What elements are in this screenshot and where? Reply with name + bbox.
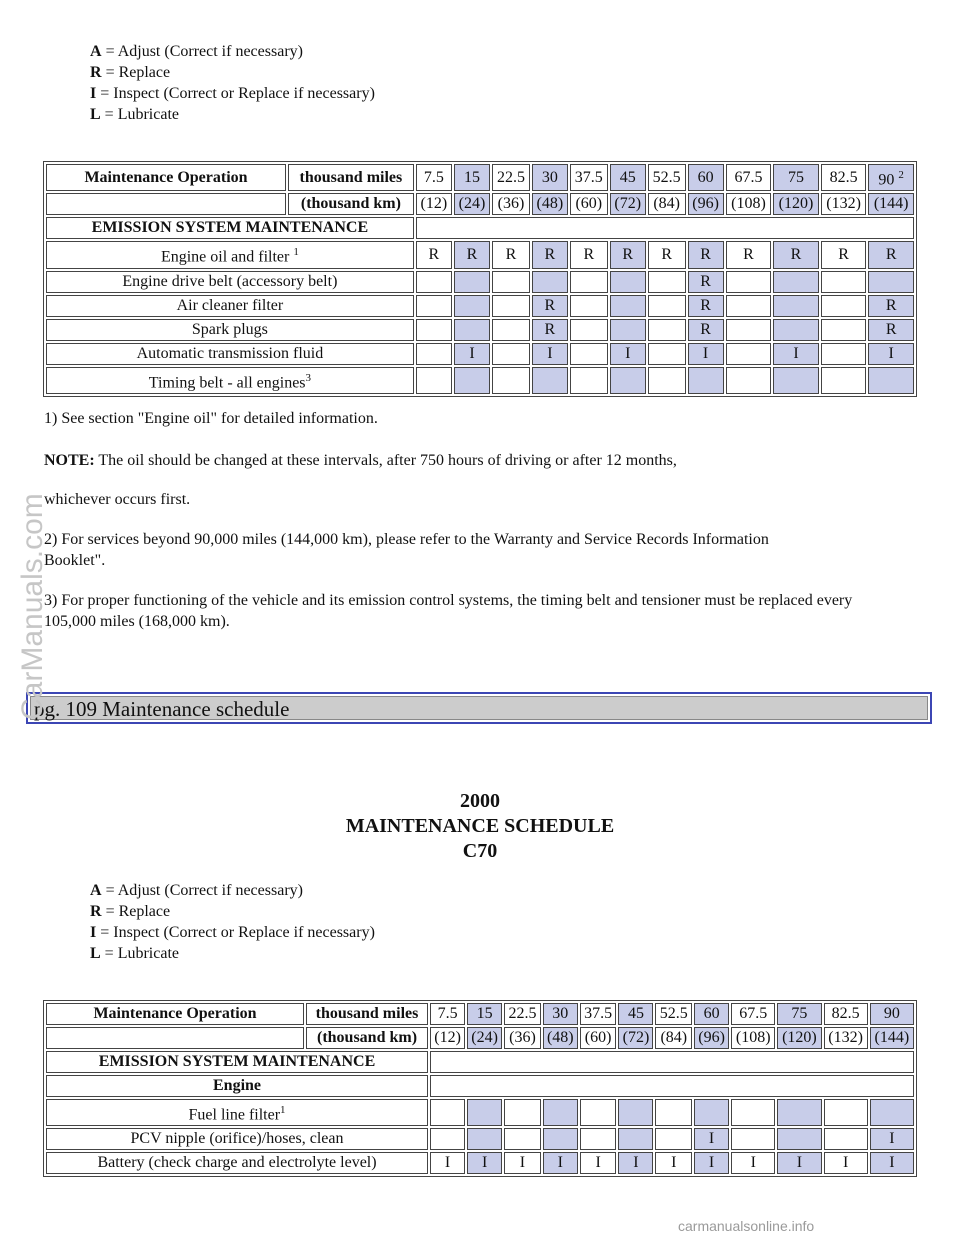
miles-cell: 82.5 (824, 1003, 868, 1025)
schedule-cell: I (777, 1152, 821, 1174)
km-cell: (36) (492, 193, 530, 215)
schedule-cell: R (688, 271, 724, 293)
miles-cell: 90 (870, 1003, 914, 1025)
schedule-cell: R (532, 295, 568, 317)
schedule-cell (454, 319, 490, 341)
table-row (46, 1099, 914, 1126)
operation-text: Engine oil and filter (160, 248, 294, 266)
operation-label (46, 367, 414, 394)
miles-cell: 90 $^2$ (868, 164, 914, 191)
km-cell: (96) (694, 1027, 729, 1049)
schedule-cell (688, 367, 724, 394)
schedule-cell: R (454, 241, 490, 268)
schedule-cell (416, 295, 452, 317)
table-row (46, 343, 914, 365)
schedule-cell (492, 367, 530, 394)
schedule-cell: R (532, 319, 568, 341)
schedule-cell: I (532, 343, 568, 365)
schedule-cell (492, 343, 530, 365)
schedule-cell: I (824, 1152, 868, 1174)
miles-cell: 52.5 (655, 1003, 692, 1025)
schedule-cell (648, 319, 686, 341)
footnote-mark: 1 (293, 246, 299, 259)
blank-cell (46, 193, 286, 215)
schedule-cell: I (773, 343, 819, 365)
miles-cell: 37.5 (570, 164, 608, 191)
legend-item (90, 943, 375, 964)
section-row (46, 1051, 914, 1073)
schedule-cell: I (870, 1128, 914, 1150)
km-cell: (96) (688, 193, 724, 215)
schedule-cell: R (868, 319, 914, 341)
schedule-cell (492, 319, 530, 341)
schedule-cell (773, 319, 819, 341)
operation-label (46, 1099, 428, 1126)
schedule-cell: R (773, 241, 819, 268)
schedule-cell (416, 271, 452, 293)
schedule-cell (824, 1128, 868, 1150)
schedule-cell (868, 367, 914, 394)
schedule-cell (610, 367, 646, 394)
operation-label (46, 1128, 428, 1150)
km-cell: (36) (504, 1027, 541, 1049)
miles-cell: 30 (532, 164, 568, 191)
schedule-cell: R (610, 241, 646, 268)
subsection-blank (430, 1075, 914, 1097)
operation-label (46, 271, 414, 293)
km-cell: (60) (580, 1027, 617, 1049)
km-cell: (108) (731, 1027, 775, 1049)
legend-text: = Lubricate (100, 106, 179, 123)
schedule-cell (726, 271, 772, 293)
schedule-cell (821, 271, 867, 293)
table-row (46, 1152, 914, 1174)
miles-cell: 67.5 (731, 1003, 775, 1025)
miles-cell: 22.5 (492, 164, 530, 191)
schedule-cell: R (688, 241, 724, 268)
schedule-cell (580, 1128, 617, 1150)
legend-top (90, 41, 375, 125)
schedule-cell (532, 367, 568, 394)
schedule-cell (648, 367, 686, 394)
schedule-cell (821, 319, 867, 341)
schedule-cell (777, 1128, 821, 1150)
km-cell: (72) (610, 193, 646, 215)
km-cell: (120) (773, 193, 819, 215)
section-blank (430, 1051, 914, 1073)
footnote-mark: 1 (280, 1104, 286, 1116)
schedule-cell (416, 343, 452, 365)
legend-key: L (90, 945, 101, 962)
section-blank (416, 217, 914, 239)
schedule-cell (504, 1099, 541, 1126)
schedule-cell (492, 271, 530, 293)
operation-text: Spark plugs (191, 320, 268, 338)
page-banner (26, 692, 932, 724)
schedule-cell: R (868, 295, 914, 317)
schedule-cell (655, 1128, 692, 1150)
legend-key: R (90, 903, 102, 920)
km-cell: (84) (655, 1027, 692, 1049)
legend-item (90, 41, 375, 62)
schedule-cell: R (688, 295, 724, 317)
miles-cell: 37.5 (580, 1003, 617, 1025)
miles-cell: 45 (618, 1003, 653, 1025)
legend-key: R (90, 64, 102, 81)
schedule-cell (648, 295, 686, 317)
schedule-cell (773, 295, 819, 317)
schedule-cell (580, 1099, 617, 1126)
schedule-cell (773, 367, 819, 394)
operation-text: Engine drive belt (accessory belt) (122, 272, 338, 290)
miles-cell: 67.5 (726, 164, 772, 191)
miles-label: thousand miles (288, 164, 414, 191)
schedule-cell (821, 295, 867, 317)
schedule-cell: R (688, 319, 724, 341)
schedule-cell: R (416, 241, 452, 268)
km-cell: (84) (648, 193, 686, 215)
schedule-cell (454, 295, 490, 317)
legend-key: A (90, 882, 102, 899)
operation-text: Timing belt - all engines (148, 373, 306, 391)
schedule-cell: I (655, 1152, 692, 1174)
schedule-cell (648, 271, 686, 293)
operation-text: Battery (check charge and electrolyte level) (97, 1154, 377, 1172)
op-header: Maintenance Operation (46, 1003, 304, 1025)
subsection-row (46, 1075, 914, 1097)
schedule-cell (570, 295, 608, 317)
miles-cell: 15 (467, 1003, 502, 1025)
operation-text: Air cleaner filter (176, 296, 284, 314)
schedule-cell: I (870, 1152, 914, 1174)
schedule-cell (726, 319, 772, 341)
schedule-cell: I (868, 343, 914, 365)
maintenance-table-2 (43, 1000, 917, 1177)
note-2: 2) For services beyond 90,000 miles (144,000 km), please refer to the Warranty and Service Records Information Booklet". (44, 531, 769, 569)
operation-label (46, 295, 414, 317)
title-year: 2000 (460, 790, 500, 812)
table-row (46, 367, 914, 394)
schedule-cell (467, 1099, 502, 1126)
schedule-cell (648, 343, 686, 365)
section-row (46, 217, 914, 239)
table-row (46, 1128, 914, 1150)
schedule-cell (454, 367, 490, 394)
legend-item (90, 922, 375, 943)
schedule-cell (416, 367, 452, 394)
miles-cell: 75 (773, 164, 819, 191)
schedule-cell (821, 367, 867, 394)
header-row-miles (46, 164, 914, 191)
schedule-cell (543, 1099, 578, 1126)
legend-text: = Adjust (Correct if necessary) (101, 882, 303, 899)
operation-label (46, 319, 414, 341)
watermark-left: CarManuals.com (16, 493, 49, 720)
schedule-cell: I (430, 1152, 465, 1174)
blank-cell (46, 1027, 304, 1049)
table-row (46, 271, 914, 293)
schedule-cell: I (694, 1128, 729, 1150)
km-cell: (120) (777, 1027, 821, 1049)
km-cell: (144) (868, 193, 914, 215)
table-row (46, 241, 914, 268)
miles-cell: 45 (610, 164, 646, 191)
legend-text: = Lubricate (100, 945, 179, 962)
title-model: C70 (462, 840, 498, 862)
note-label: NOTE: (44, 452, 95, 469)
miles-label: thousand miles (306, 1003, 428, 1025)
maintenance-table-1 (43, 161, 917, 397)
schedule-cell (467, 1128, 502, 1150)
operation-text: Fuel line filter (188, 1106, 281, 1124)
schedule-cell: R (821, 241, 867, 268)
schedule-cell (454, 271, 490, 293)
operation-label (46, 343, 414, 365)
km-cell: (24) (467, 1027, 502, 1049)
title-main: MAINTENANCE SCHEDULE (345, 815, 615, 837)
legend-item (90, 880, 375, 901)
legend-text: = Inspect (Correct or Replace if necessary) (96, 85, 375, 102)
header-row-miles (46, 1003, 914, 1025)
banner-text: pg. 109 Maintenance schedule (30, 696, 928, 720)
schedule-cell: I (454, 343, 490, 365)
schedule-cell: I (580, 1152, 617, 1174)
km-cell: (12) (416, 193, 452, 215)
note-text: The oil should be changed at these intervals, after 750 hours of driving or after 12 months, (94, 452, 677, 469)
schedule-cell: I (731, 1152, 775, 1174)
note-1: 1) See section "Engine oil" for detailed information. (44, 410, 378, 427)
km-cell: (12) (430, 1027, 465, 1049)
watermark-bottom: carmanualsonline.info (678, 1218, 815, 1234)
km-cell: (24) (454, 193, 490, 215)
schedule-cell: R (868, 241, 914, 268)
schedule-cell (570, 271, 608, 293)
legend-key: A (90, 43, 102, 60)
footnote-mark: 2 (898, 169, 904, 181)
legend-item (90, 62, 375, 83)
schedule-cell: I (610, 343, 646, 365)
km-cell: (48) (532, 193, 568, 215)
subsection-heading: Engine (46, 1075, 428, 1097)
section-heading: EMISSION SYSTEM MAINTENANCE (46, 1051, 428, 1073)
km-cell: (48) (543, 1027, 578, 1049)
legend-item (90, 104, 375, 125)
schedule-cell (777, 1099, 821, 1126)
schedule-cell (610, 295, 646, 317)
schedule-cell (821, 343, 867, 365)
schedule-cell (430, 1099, 465, 1126)
section-heading: EMISSION SYSTEM MAINTENANCE (46, 217, 414, 239)
schedule-cell (570, 343, 608, 365)
schedule-cell (868, 271, 914, 293)
schedule-cell: I (543, 1152, 578, 1174)
operation-text: PCV nipple (orifice)/hoses, clean (130, 1130, 344, 1148)
schedule-cell (731, 1128, 775, 1150)
schedule-cell (726, 295, 772, 317)
legend-item (90, 901, 375, 922)
schedule-cell (532, 271, 568, 293)
schedule-cell (773, 271, 819, 293)
miles-cell: 52.5 (648, 164, 686, 191)
km-cell: (108) (726, 193, 772, 215)
schedule-cell (543, 1128, 578, 1150)
schedule-cell (731, 1099, 775, 1126)
schedule-cell (726, 343, 772, 365)
note-oil-cont: whichever occurs first. (44, 491, 191, 508)
schedule-cell: I (694, 1152, 729, 1174)
header-row-km (46, 1027, 914, 1049)
table-row (46, 319, 914, 341)
legend-key: L (90, 106, 101, 123)
schedule-cell: I (688, 343, 724, 365)
miles-cell: 7.5 (416, 164, 452, 191)
footnote-mark: 3 (305, 371, 312, 384)
miles-cell: 15 (454, 164, 490, 191)
legend-text: = Inspect (Correct or Replace if necessary) (96, 924, 375, 941)
operation-label (46, 1152, 428, 1174)
operation-label (46, 241, 414, 268)
schedule-cell (824, 1099, 868, 1126)
km-label: (thousand km) (306, 1027, 428, 1049)
km-label: (thousand km) (288, 193, 414, 215)
schedule-cell: R (570, 241, 608, 268)
km-cell: (144) (870, 1027, 914, 1049)
schedule-cell: I (504, 1152, 541, 1174)
schedule-cell: R (726, 241, 772, 268)
schedule-cell (618, 1128, 653, 1150)
schedule-cell (492, 295, 530, 317)
miles-cell: 82.5 (821, 164, 867, 191)
operation-text: Automatic transmission fluid (136, 344, 324, 362)
legend-bottom (90, 880, 375, 964)
miles-cell: 75 (777, 1003, 821, 1025)
table-row (46, 295, 914, 317)
km-cell: (132) (821, 193, 867, 215)
miles-cell: 30 (543, 1003, 578, 1025)
miles-cell: 60 (688, 164, 724, 191)
schedule-cell (618, 1099, 653, 1126)
miles-cell: 22.5 (504, 1003, 541, 1025)
legend-item (90, 83, 375, 104)
schedule-cell: R (532, 241, 568, 268)
schedule-cell (504, 1128, 541, 1150)
schedule-cell: I (618, 1152, 653, 1174)
miles-cell: 60 (694, 1003, 729, 1025)
op-header: Maintenance Operation (46, 164, 286, 191)
note-oil (44, 450, 924, 471)
note-3: 3) For proper functioning of the vehicle and its emission control systems, the timing belt and tensioner must be replaced every 105,000 miles (168,000 km). (44, 592, 853, 630)
legend-key: I (90, 924, 97, 941)
schedule-cell (694, 1099, 729, 1126)
schedule-cell (570, 367, 608, 394)
km-cell: (60) (570, 193, 608, 215)
schedule-cell (610, 319, 646, 341)
km-cell: (72) (618, 1027, 653, 1049)
legend-key: I (90, 85, 97, 102)
schedule-cell: I (467, 1152, 502, 1174)
schedule-cell (610, 271, 646, 293)
schedule-cell (416, 319, 452, 341)
km-cell: (132) (824, 1027, 868, 1049)
schedule-cell: R (648, 241, 686, 268)
schedule-cell (870, 1099, 914, 1126)
miles-cell: 7.5 (430, 1003, 465, 1025)
header-row-km (46, 193, 914, 215)
legend-text: = Replace (101, 64, 171, 81)
schedule-cell: R (492, 241, 530, 268)
schedule-cell (570, 319, 608, 341)
legend-text: = Replace (101, 903, 171, 920)
schedule-cell (726, 367, 772, 394)
schedule-cell (430, 1128, 465, 1150)
schedule-cell (655, 1099, 692, 1126)
legend-text: = Adjust (Correct if necessary) (101, 43, 303, 60)
